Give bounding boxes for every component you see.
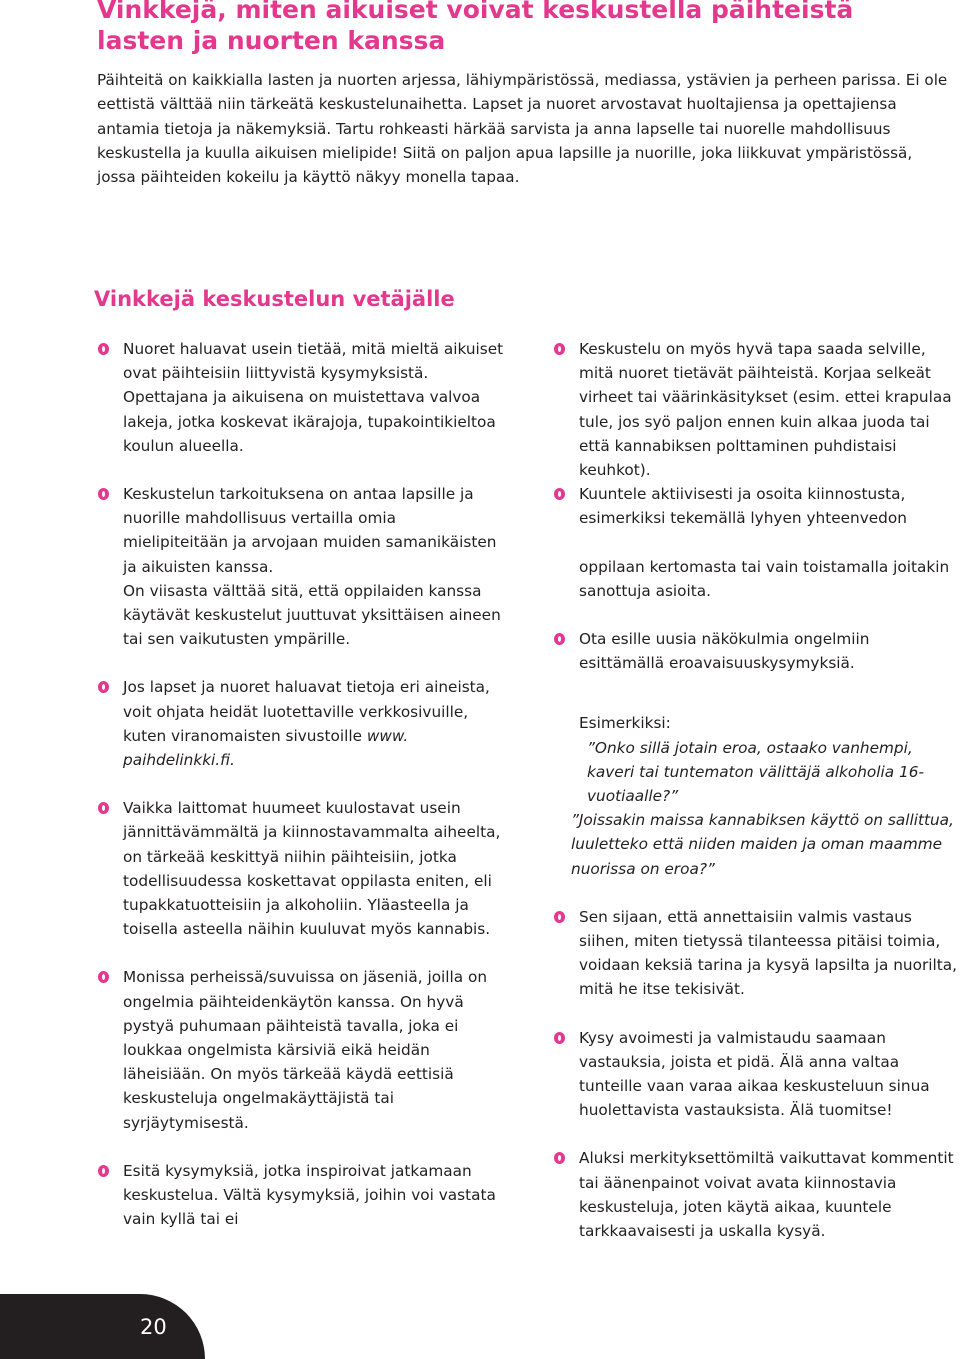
page-number-tab [0, 1294, 205, 1359]
bullet-icon [98, 681, 109, 693]
tip-item [553, 905, 957, 1002]
tip-text: Keskustelun tarkoituksena on antaa lapsille ja nuorille mahdollisuus vertailla omia mielipiteitään ja arvojaan muiden samanikäisten ja aikuisten kanssa. [123, 485, 497, 576]
bullet-icon [98, 1165, 109, 1177]
bullet-icon [554, 1152, 565, 1164]
example-block [571, 711, 957, 880]
tip-text: Ota esille uusia näkökulmia ongelmiin esittämällä eroavaisuuskysymyksiä. [579, 630, 870, 673]
example-label: Esimerkiksi: [579, 714, 671, 733]
bullet-icon [554, 1032, 565, 1044]
tip-text-main: Jos lapset ja nuoret haluavat tietoja eri aineista, voit ohjata heidät luotettaville verkkosivuille, kuten viranomaisten sivustoille [123, 678, 490, 745]
tip-text: Sen sijaan, että annettaisiin valmis vastaus siihen, miten tietyssä tilanteessa pitäisi toimia, voidaan keksiä tarina ja kysyä lapsilta ja nuorilta, mitä he itse tekisivät. [579, 907, 957, 999]
tip-text: Aluksi merkityksettömiltä vaikuttavat kommentit tai äänenpainot voivat avata kiinnostavia keskusteluja, joten käytä aikaa, kuuntele tarkkaavaisesti ja uskalla kysyä. [579, 1149, 954, 1241]
left-column [97, 337, 505, 1232]
bullet-icon [554, 343, 565, 355]
tip-item [97, 796, 505, 941]
tip-item [553, 1026, 957, 1123]
tip-item [97, 965, 505, 1134]
tip-text: Kuuntele aktiivisesti ja osoita kiinnostusta, esimerkiksi tekemällä lyhyen yhteenvedon [579, 485, 907, 528]
tip-text [123, 675, 505, 772]
tip-text: oppilaan kertomasta tai vain toistamalla joitakin sanottuja asioita. [579, 557, 950, 600]
tip-text: Monissa perheissä/suvuissa on jäseniä, joilla on ongelmia päihteidenkäytön kanssa. On hyvä pystyä puhumaan päihteistä tavalla, joka ei loukkaa ongelmista kärsiviä eikä heidän läheisiään. On myös tärkeää käydä eettisiä keskusteluja ongelmakäyttäjistä tai syrjäytymisestä. [123, 968, 488, 1132]
tip-item [97, 337, 505, 458]
bullet-icon [554, 911, 565, 923]
tip-text: Vaikka laittomat huumeet kuulostavat usein jännittävämmältä ja kiinnostavammalta aiheelta, on tärkeää keskittyä niihin päihteisiin, jotka todellisuudessa koskettavat oppilasta eniten, eli tupakkatuotteisiin ja alkoholiin. Yläasteella ja toisella asteella näihin kuuluvat myös kannabis. [123, 799, 501, 939]
bullet-icon [554, 488, 565, 500]
example-quote: ”Joissakin maissa kannabiksen käyttö on sallittua, luuletteko että niiden maiden ja oman maamme nuorissa on eroa?” [571, 811, 954, 878]
tip-item [553, 1146, 957, 1243]
bullet-icon [98, 343, 109, 355]
section-title: Vinkkejä keskustelun vetäjälle [94, 287, 455, 311]
tip-text: Keskustelu on myös hyvä tapa saada selville, mitä nuoret tietävät päihteistä. Korjaa selkeät virheet tai väärinkäsitykset (esim. ettei krapulaa tule, jos syö paljon ennen kuin alkaa juoda tai että kannabiksen polttaminen puhdistaisi keuhkot). [579, 340, 952, 480]
tip-text: Esitä kysymyksiä, jotka inspiroivat jatkamaan keskustelua. Vältä kysymyksiä, joihin voi vastata vain kyllä tai ei [123, 1161, 496, 1229]
bullet-icon [98, 971, 109, 983]
tip-item [97, 1159, 505, 1232]
page-number: 20 [140, 1315, 167, 1339]
tip-item [553, 482, 957, 603]
tip-text: Nuoret haluavat usein tietää, mitä mieltä aikuiset ovat päihteisiin liittyvistä kysymyksistä. [123, 340, 504, 383]
tip-item [97, 675, 505, 772]
tip-text: On viisasta välttää sitä, että oppilaiden kanssa käytävät keskustelut juuttuvat yksittäisen aineen tai sen vaikutusten ympärille. [123, 581, 501, 649]
website-link[interactable]: www. paihdelinkki.fi. [123, 726, 409, 770]
tip-text: Opettajana ja aikuisena on muistettava valvoa lakeja, jotka koskevat ikärajoja, tupakointikieltoa koulun alueella. [123, 388, 496, 455]
page-title: Vinkkejä, miten aikuiset voivat keskustella päihteistä lasten ja nuorten kanssa [97, 0, 854, 55]
bullet-icon [98, 488, 109, 500]
right-column [553, 337, 957, 1243]
bullet-icon [554, 633, 565, 645]
bullet-icon [98, 802, 109, 814]
tip-item [553, 627, 957, 881]
example-quote: ”Onko sillä jotain eroa, ostaako vanhempi, kaveri tai tuntematon välittäjä alkoholia 16-vuotiaalle?” [587, 738, 924, 806]
tip-text: Kysy avoimesti ja valmistaudu saamaan vastauksia, joista et pidä. Älä anna valtaa tunteille vaan varaa aikaa keskusteluun sinua huolettavista vastauksista. Älä tuomitse! [579, 1028, 930, 1120]
tip-item [97, 482, 505, 651]
intro-paragraph: Päihteitä on kaikkialla lasten ja nuorten arjessa, lähiympäristössä, mediassa, ystävien ja perheen parissa. Ei ole eettistä välttää niin tärkeätä keskustelunaihetta. Lapset ja nuoret arvostavat huoltajiensa ja opettajiensa antamia tietoja ja näkemyksiä. Tartu rohkeasti härkää sarvista ja anna lapselle tai nuorelle mahdollisuus keskustella ja kuulla aikuisen mielipide! Siitä on paljon apua lapsille ja nuorille, joka liikkuvat ympäristössä, jossa päihteiden kokeilu ja käyttö näkyy monella tapaa. [97, 71, 948, 187]
tip-item [553, 337, 957, 482]
